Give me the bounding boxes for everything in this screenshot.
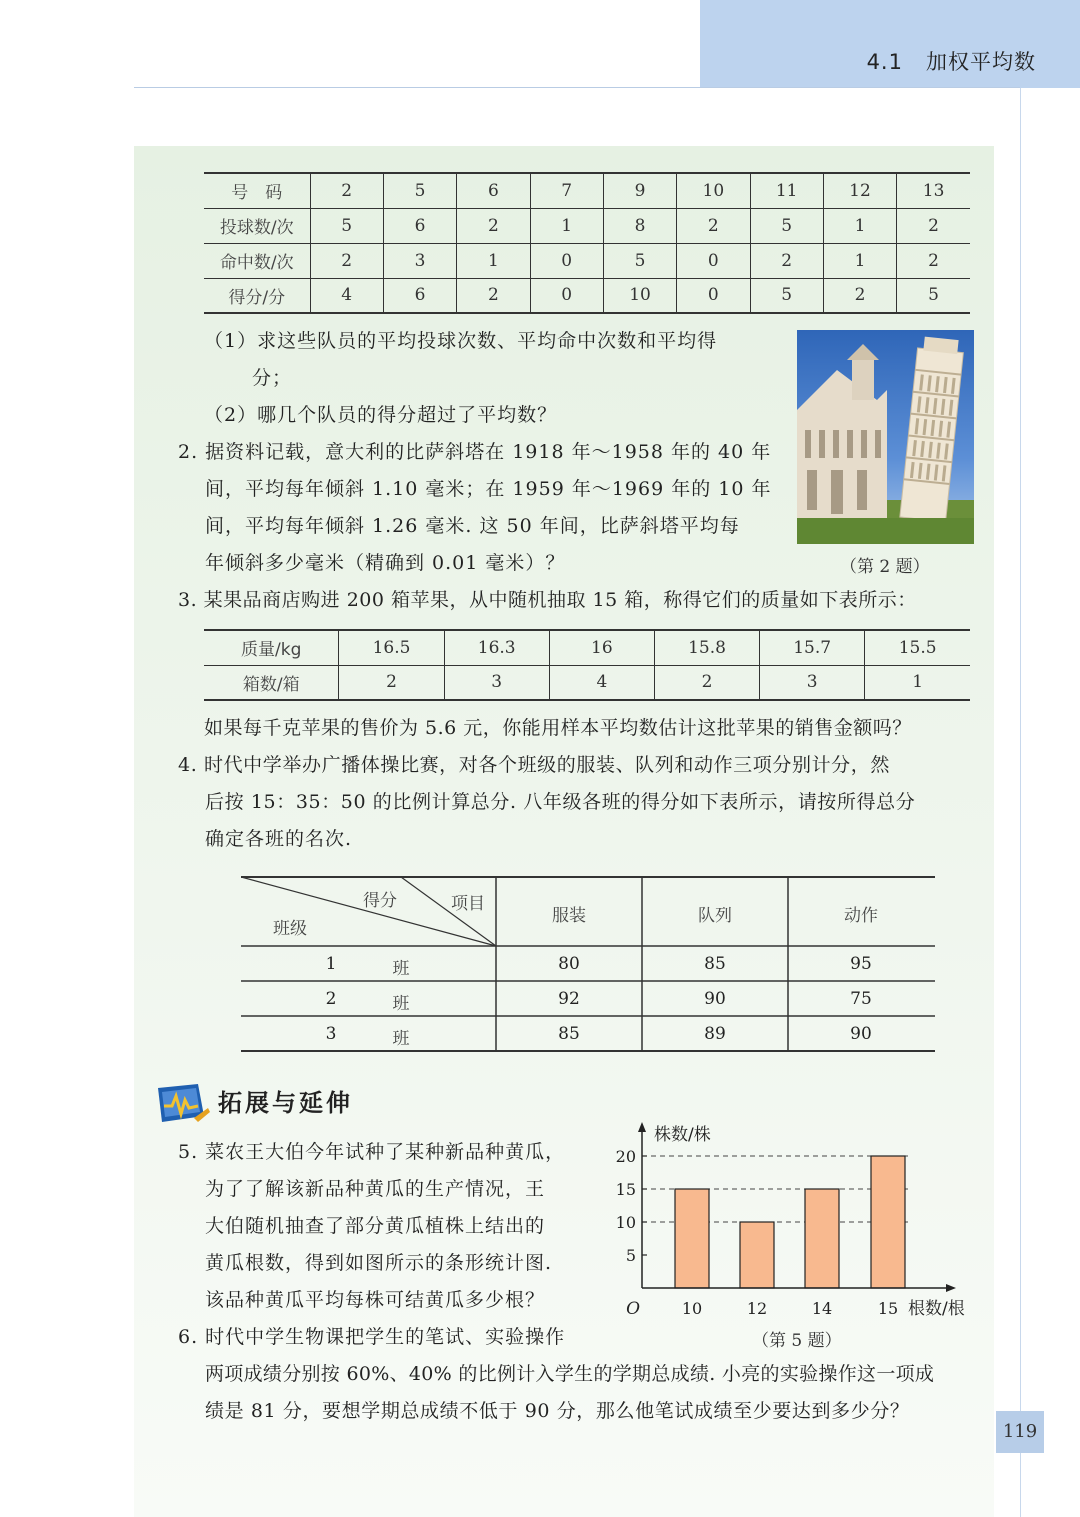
bar	[805, 1189, 839, 1288]
table-cell: 6	[383, 278, 456, 313]
column-header-formation: 队列	[698, 906, 732, 926]
table-cell: 85	[704, 954, 726, 974]
cucumber-bar-chart	[612, 1118, 992, 1358]
q6-line3: 绩是 81 分，要想学期总成绩不低于 90 分，那么他笔试成绩至少要达到多少分？	[205, 1400, 910, 1422]
table-cell: 1	[823, 208, 896, 243]
class-number: 2	[325, 989, 337, 1009]
pisa-tower-photo	[797, 330, 974, 544]
y-tick-label: 20	[615, 1147, 636, 1166]
table-cell: 15.5	[865, 630, 970, 665]
x-tick-label: 12	[746, 1299, 768, 1318]
table-cell: 16	[549, 630, 654, 665]
q2-line4: 年倾斜多少毫米（精确到 0.01 毫米）？	[205, 552, 566, 574]
q1-part2: （2）哪几个队员的得分超过了平均数？	[204, 404, 558, 426]
table-cell: 2	[654, 665, 759, 700]
table-cell: 5	[897, 278, 970, 313]
table-cell: 95	[850, 954, 872, 974]
table-cell: 6	[457, 173, 530, 208]
table-cell: 2	[897, 243, 970, 278]
table-cell: 90	[704, 989, 726, 1009]
q6-line1: 6. 时代中学生物课把学生的笔试、实验操作	[178, 1326, 566, 1348]
row-label: 命中数/次	[204, 243, 310, 278]
q3-line: 3. 某果品商店购进 200 箱苹果，从中随机抽取 15 箱，称得它们的质量如下表所示：	[178, 589, 917, 611]
table-cell: 12	[823, 173, 896, 208]
apple-weight-table	[204, 629, 970, 701]
table-cell: 4	[310, 278, 383, 313]
class-score-table	[241, 876, 935, 1052]
y-tick-label: 15	[615, 1180, 636, 1199]
table-cell: 2	[339, 665, 444, 700]
table-cell: 5	[603, 243, 676, 278]
q5-line5: 该品种黄瓜平均每株可结黄瓜多少根？	[205, 1289, 546, 1311]
q5-line4: 黄瓜根数，得到如图所示的条形统计图.	[205, 1252, 553, 1274]
table-cell: 11	[750, 173, 823, 208]
table-cell: 0	[677, 243, 750, 278]
table-cell: 3	[444, 665, 549, 700]
q2-line2: 间，平均每年倾斜 1.10 毫米；在 1959 年～1969 年的 10 年	[205, 478, 772, 500]
table-cell: 90	[850, 1024, 872, 1044]
table-cell: 13	[897, 173, 970, 208]
table-cell: 5	[750, 278, 823, 313]
table-cell: 10	[603, 278, 676, 313]
row-label: 号 码	[204, 173, 310, 208]
table-cell: 9	[603, 173, 676, 208]
q2-line1: 2. 据资料记载，意大利的比萨斜塔在 1918 年～1958 年的 40 年	[178, 441, 772, 463]
table-cell: 0	[530, 243, 603, 278]
q4-line2: 后按 15：35：50 的比例计算总分. 八年级各班的得分如下表所示，请按所得总分	[205, 791, 916, 813]
class-unit: 班	[392, 994, 410, 1014]
row-label: 箱数/箱	[204, 665, 339, 700]
section-title: 加权平均数	[926, 50, 1036, 74]
column-header-movement: 动作	[844, 906, 878, 926]
corner-item-label: 项目	[451, 894, 485, 914]
table-cell: 15.8	[654, 630, 759, 665]
table-cell: 3	[760, 665, 865, 700]
table-cell: 5	[383, 173, 456, 208]
q2-caption: （第 2 题）	[840, 557, 930, 577]
table-cell: 80	[558, 954, 580, 974]
table-cell: 2	[457, 278, 530, 313]
origin-label: O	[626, 1299, 640, 1319]
q4-line1: 4. 时代中学举办广播体操比赛，对各个班级的服装、队列和动作三项分别计分，然	[178, 754, 890, 776]
row-label: 质量/kg	[204, 630, 339, 665]
table-row	[204, 630, 970, 665]
y-axis-arrow	[638, 1122, 646, 1132]
table-cell: 2	[897, 208, 970, 243]
bar	[740, 1222, 774, 1288]
table-cell: 2	[457, 208, 530, 243]
chapter-header	[700, 0, 1080, 88]
q2-line3: 间，平均每年倾斜 1.26 毫米. 这 50 年间，比萨斜塔平均每	[205, 515, 740, 537]
table-cell: 7	[530, 173, 603, 208]
q4-line3: 确定各班的名次.	[205, 828, 353, 850]
table-cell: 15.7	[760, 630, 865, 665]
class-unit: 班	[392, 959, 410, 979]
bar	[871, 1156, 905, 1288]
table-row	[204, 208, 970, 243]
table-cell: 75	[850, 989, 872, 1009]
table-cell: 4	[549, 665, 654, 700]
row-label: 投球数/次	[204, 208, 310, 243]
table-cell: 8	[603, 208, 676, 243]
table-cell: 89	[704, 1024, 726, 1044]
q5-caption: （第 5 题）	[752, 1331, 842, 1351]
table-row	[204, 278, 970, 313]
section-number: 4.1	[866, 50, 903, 74]
table-cell: 1	[457, 243, 530, 278]
header-rule	[134, 87, 1020, 88]
table-cell: 10	[677, 173, 750, 208]
table-cell: 16.3	[444, 630, 549, 665]
table-cell: 85	[558, 1024, 580, 1044]
q5-line2: 为了了解该新品种黄瓜的生产情况，王	[205, 1178, 546, 1200]
x-tick-label: 10	[681, 1299, 703, 1318]
table-cell: 92	[558, 989, 580, 1009]
table-cell: 0	[677, 278, 750, 313]
chapter-title	[867, 46, 1036, 76]
bar	[675, 1189, 709, 1288]
table-cell: 1	[823, 243, 896, 278]
row-label: 得分/分	[204, 278, 310, 313]
table-cell: 2	[750, 243, 823, 278]
q5-line1: 5. 菜农王大伯今年试种了某种新品种黄瓜，	[178, 1141, 566, 1163]
table-cell: 5	[310, 208, 383, 243]
q6-line2: 两项成绩分别按 60%、40% 的比例计入学生的学期总成绩. 小亮的实验操作这一项成	[205, 1363, 935, 1385]
extension-section-title: 拓展与延伸	[218, 1089, 353, 1117]
table-row	[204, 173, 970, 208]
margin-rule	[1020, 88, 1021, 1517]
table-cell: 2	[823, 278, 896, 313]
q5-line3: 大伯随机抽查了部分黄瓜植株上结出的	[205, 1215, 546, 1237]
table-cell: 2	[677, 208, 750, 243]
table-cell: 0	[530, 278, 603, 313]
table-cell: 2	[310, 243, 383, 278]
table-row	[204, 665, 970, 700]
column-header-clothing: 服装	[552, 906, 586, 926]
corner-class-label: 班级	[273, 919, 307, 939]
q1-part1-line2: 分；	[252, 367, 293, 389]
x-axis-label: 根数/根	[908, 1299, 965, 1319]
y-axis-label: 株数/株	[654, 1125, 711, 1145]
table-cell: 1	[530, 208, 603, 243]
y-tick-label: 10	[615, 1213, 636, 1232]
shooting-table	[204, 172, 970, 314]
x-tick-label: 15	[877, 1299, 899, 1318]
y-tick-label: 5	[625, 1246, 636, 1265]
table-cell: 1	[865, 665, 970, 700]
class-number: 1	[325, 954, 337, 974]
class-number: 3	[325, 1024, 337, 1044]
table-cell: 5	[750, 208, 823, 243]
q3-after: 如果每千克苹果的售价为 5.6 元，你能用样本平均数估计这批苹果的销售金额吗？	[204, 717, 912, 739]
extension-section-icon	[154, 1080, 210, 1126]
table-cell: 16.5	[339, 630, 444, 665]
table-row	[204, 243, 970, 278]
table-cell: 6	[383, 208, 456, 243]
x-axis-arrow	[946, 1284, 956, 1292]
x-tick-label: 14	[811, 1299, 833, 1318]
page-number: 119	[996, 1411, 1044, 1453]
class-unit: 班	[392, 1029, 410, 1049]
table-cell: 2	[310, 173, 383, 208]
table-cell: 3	[383, 243, 456, 278]
corner-score-label: 得分	[363, 891, 397, 911]
q1-part1-line1: （1）求这些队员的平均投球次数、平均命中次数和平均得	[204, 330, 718, 352]
